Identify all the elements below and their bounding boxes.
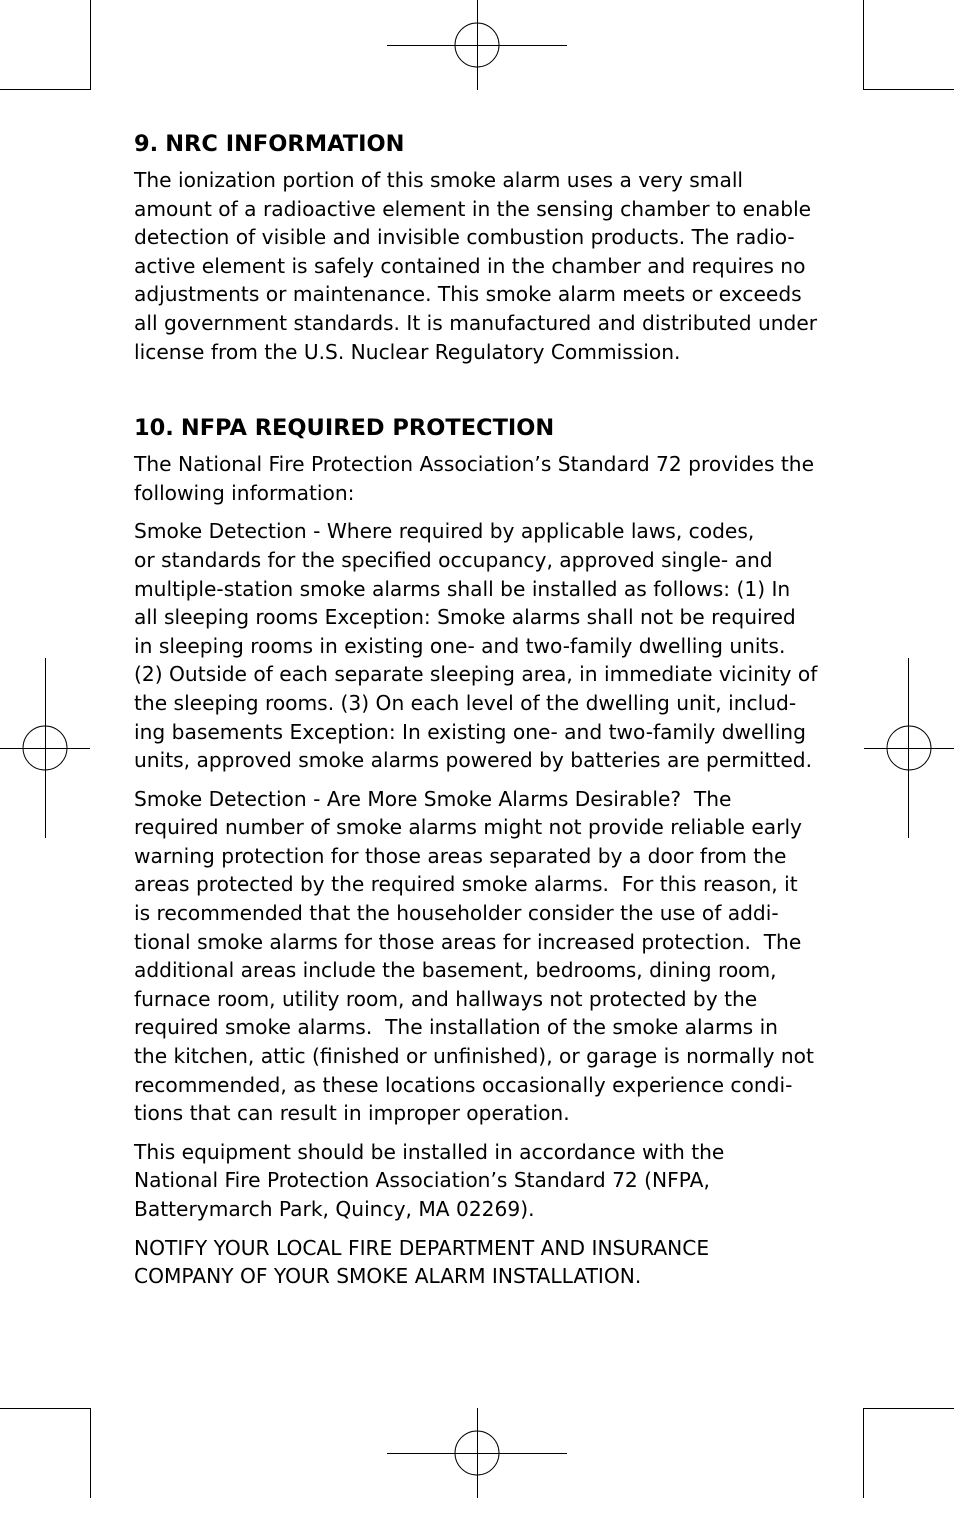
paragraph (134, 450, 834, 507)
paragraph (134, 166, 834, 366)
section-number: 9. (134, 131, 159, 157)
crop-mark-top-left (0, 0, 91, 90)
text-line: amount of a radioactive element in the sensing chamber to enable (134, 196, 812, 221)
paragraph (134, 1138, 834, 1224)
text-line: units, approved smoke alarms powered by batteries are permitted. (134, 748, 812, 773)
text-line: Batterymarch Park, Quincy, MA 02269). (134, 1197, 535, 1221)
text-line: required number of smoke alarms might not provide reliable early (134, 815, 803, 840)
crop-mark-top-right (864, 0, 954, 90)
section-title: NRC INFORMATION (165, 131, 405, 157)
text-line: warning protection for those areas separated by a door from the (134, 843, 787, 868)
text-line: COMPANY OF YOUR SMOKE ALARM INSTALLATION. (134, 1264, 642, 1289)
text-line: furnace room, utility room, and hallways not protected by the (134, 986, 758, 1011)
section-heading (134, 128, 834, 160)
registration-mark-left (0, 658, 90, 838)
registration-mark-right (864, 658, 954, 838)
section-spacer (134, 376, 834, 412)
paragraph (134, 785, 834, 1128)
crop-mark-bottom-left (0, 1408, 91, 1498)
text-line: This equipment should be installed in accordance with the (134, 1139, 725, 1164)
text-line: active element is safely contained in the chamber and requires no (134, 253, 806, 278)
text-line: license from the U.S. Nuclear Regulatory Commission. (134, 339, 681, 364)
text-line: tions that can result in improper operation. (134, 1101, 570, 1126)
text-line: all sleeping rooms Exception: Smoke alarms shall not be required (134, 605, 796, 630)
registration-mark-bottom (387, 1408, 567, 1498)
paragraph (134, 517, 834, 774)
text-line: in sleeping rooms in existing one- and two-family dwelling units. (134, 633, 786, 658)
section-heading (134, 412, 834, 444)
text-line: adjustments or maintenance. This smoke alarm meets or exceeds (134, 282, 802, 307)
text-line: The National Fire Protection Association’s Standard 72 provides the (134, 452, 815, 477)
section-number: 10. (134, 415, 174, 442)
text-line: NOTIFY YOUR LOCAL FIRE DEPARTMENT AND INSURANCE (134, 1235, 710, 1260)
text-line: all government standards. It is manufactured and distributed under (134, 310, 818, 335)
text-line: (2) Outside of each separate sleeping area, in immediate vicinity of (134, 662, 818, 687)
text-line: the sleeping rooms. (3) On each level of the dwelling unit, includ- (134, 690, 797, 715)
text-line: recommended, as these locations occasionally experience condi- (134, 1072, 793, 1097)
text-line: The ionization portion of this smoke alarm uses a very small (134, 168, 744, 192)
section-nfpa-required-protection (134, 412, 834, 1291)
text-line: additional areas include the basement, bedrooms, dining room, (134, 958, 777, 983)
crop-mark-bottom-right (864, 1408, 954, 1498)
registration-mark-top (387, 0, 567, 90)
text-line: or standards for the specified occupancy, approved single- and (134, 547, 773, 572)
document-body (134, 128, 834, 1301)
text-line: detection of visible and invisible combustion products. The radio- (134, 225, 795, 250)
text-line: is recommended that the householder consider the use of addi- (134, 901, 779, 926)
paragraph (134, 1234, 834, 1291)
text-line: National Fire Protection Association’s Standard 72 (NFPA, (134, 1168, 710, 1193)
text-line: Smoke Detection - Are More Smoke Alarms Desirable? The (134, 786, 732, 811)
text-line: required smoke alarms. The installation of the smoke alarms in (134, 1015, 778, 1040)
text-line: the kitchen, attic (finished or unfinished), or garage is normally not (134, 1044, 814, 1069)
section-nrc-information (134, 128, 834, 366)
text-line: ing basements Exception: In existing one- and two-family dwelling (134, 719, 806, 744)
section-title: NFPA REQUIRED PROTECTION (180, 415, 555, 442)
text-line: multiple-station smoke alarms shall be installed as follows: (1) In (134, 576, 791, 601)
text-line: tional smoke alarms for those areas for increased protection. The (134, 929, 802, 954)
text-line: Smoke Detection - Where required by applicable laws, codes, (134, 519, 755, 544)
text-line: areas protected by the required smoke alarms. For this reason, it (134, 872, 798, 897)
text-line: following information: (134, 480, 355, 505)
